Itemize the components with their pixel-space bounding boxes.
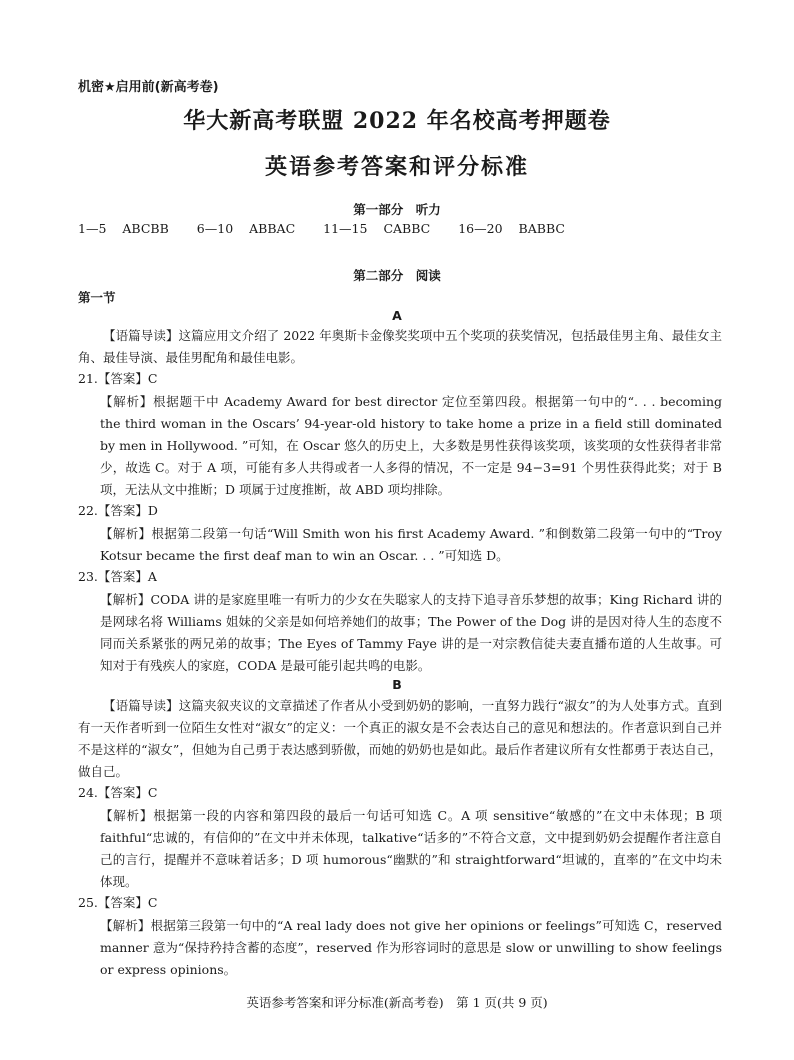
listening-answers (78, 221, 593, 236)
q25-explanation: 【解析】根据第三段第一句中的“A real lady does not give her opinions or feelings”可知选 C，reserved manner 意为“保持矜持含蓄的态度”，reserved 作为形容词时的意思是 slow or unwilling to show feelings or express opinions。 (100, 918, 722, 977)
answer-key-subtitle: 英语参考答案和评分标准 (264, 155, 529, 180)
q22-explanation: 【解析】根据第二段第一句话“Will Smith won his first Academy Award. ”和倒数第二段第一句中的“Troy Kotsur became the first deaf man to win an Oscar. . . ”可知选 D。 (100, 526, 722, 563)
q25-answer: 25.【答案】C (78, 895, 158, 910)
q24-answer: 24.【答案】C (78, 785, 158, 800)
q23-explanation: 【解析】CODA 讲的是家庭里唯一有听力的少女在失聪家人的支持下追寻音乐梦想的故事；King Richard 讲的是网球名将 Williams 姐妹的父亲是如何培养她们的故事；The Power of the Dog 讲的是因对待人生的态度不同而关系紧张的两兄弟的故事；The Eyes of Tammy Faye 讲的是一对宗教信徒夫妻直播布道的人生故事。可知对于有残疾人的家庭，CODA 是最可能引起共鸣的电影。 (100, 592, 722, 673)
answer-group: 1—5 ABCBB (78, 221, 169, 236)
part2-heading: 第二部分 阅读 (353, 268, 441, 283)
q21-answer: 21.【答案】C (78, 371, 158, 386)
section-heading: 第一节 (78, 290, 116, 305)
q22-answer: 22.【答案】D (78, 503, 158, 518)
exam-title: 华大新高考联盟 2022 年名校高考押题卷 (183, 108, 611, 134)
passage-b-label: B (392, 677, 402, 692)
passage-a-guide: 【语篇导读】这篇应用文介绍了 2022 年奥斯卡金像奖奖项中五个奖项的获奖情况，包括最佳男主角、最佳女主角、最佳导演、最佳男配角和最佳电影。 (78, 328, 722, 365)
page-footer: 英语参考答案和评分标准(新高考卷) 第 1 页(共 9 页) (246, 995, 548, 1010)
part1-heading: 第一部分 听力 (353, 202, 441, 217)
answer-group: 6—10 ABBAC (196, 221, 296, 236)
passage-a-label: A (392, 308, 402, 323)
q24-explanation: 【解析】根据第一段的内容和第四段的最后一句话可知选 C。A 项 sensitive“敏感的”在文中未体现；B 项 faithful“忠诚的，有信仰的”在文中并未体现，talkative“话多的”不符合文意，文中提到奶奶会提醒作者注意自己的言行，提醒并不意味着话多；D 项 humorous“幽默的”和 straightforward“坦诚的，直率的”在文中均未体现。 (100, 808, 722, 889)
answer-group: 11—15 CABBC (323, 221, 431, 236)
q21-explanation: 【解析】根据题干中 Academy Award for best director 定位至第四段。根据第一句中的“. . . becoming the third woman in the Oscars’ 94-year-old history to take home a prize in a field still dominated by men in Hollywood. ”可知，在 Oscar 悠久的历史上，大多数是男性获得该奖项，该奖项的女性获得者非常少，故选 C。对于 A 项，可能有多人共得或者一人多得的情况，不一定是 94−3=91 个男性获得此奖；对于 B 项，无法从文中推断；D 项属于过度推断，故 ABD 项均排除。 (100, 394, 722, 497)
passage-b-guide: 【语篇导读】这篇夹叙夹议的文章描述了作者从小受到奶奶的影响，一直努力践行“淑女”的为人处事方式。直到有一天作者听到一位陌生女性对“淑女”的定义：一个真正的淑女是不会表达自己的意见和想法的。作者意识到自己并不是这样的“淑女”，但她为自己勇于表达感到骄傲，而她的奶奶也是如此。最后作者建议所有女性都勇于表达自己，做自己。 (78, 698, 722, 779)
confidential-notice: 机密★启用前(新高考卷) (78, 80, 219, 95)
q23-answer: 23.【答案】A (78, 569, 157, 584)
answer-group: 16—20 BABBC (458, 221, 565, 236)
